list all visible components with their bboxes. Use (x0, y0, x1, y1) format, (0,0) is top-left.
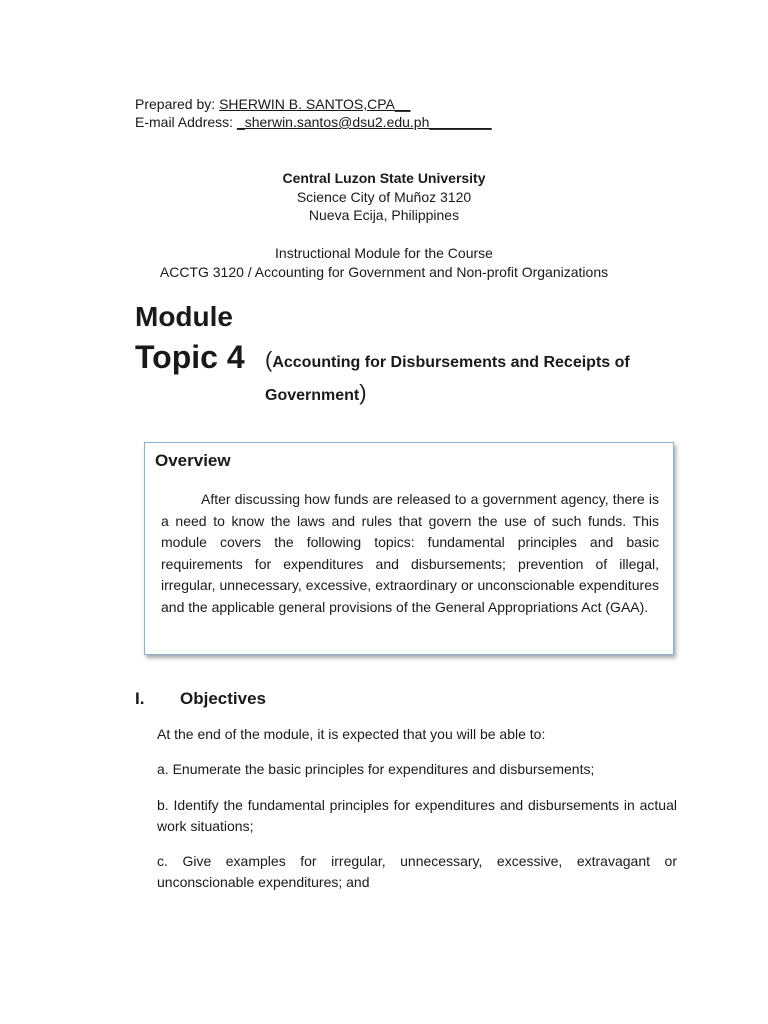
email-line (135, 113, 492, 131)
objectives-intro: At the end of the module, it is expected that you will be able to: (157, 726, 546, 742)
overview-box (144, 442, 674, 655)
section-number: I. (135, 689, 145, 708)
objective-item: c. Give examples for irregular, unnecessary, excessive, extravagant or unconscionable expenditures; and (157, 853, 677, 890)
university-name: Central Luzon State University (282, 170, 486, 186)
prepared-by-value: SHERWIN B. SANTOS,CPA__ (219, 96, 411, 112)
course-line-2: ACCTG 3120 / Accounting for Government and Non-profit Organizations (159, 264, 609, 280)
overview-heading: Overview (155, 451, 231, 470)
topic-subtitle: Accounting for Disbursements and Receipts of Government (265, 354, 630, 404)
module-label: Module (135, 301, 233, 332)
address-line-1: Science City of Muñoz 3120 (296, 189, 472, 205)
email-value: _sherwin.santos@dsu2.edu.ph________ (236, 114, 492, 130)
close-paren: ) (359, 380, 367, 405)
open-paren: ( (265, 347, 273, 372)
topic-heading (135, 337, 655, 405)
objective-item: a. Enumerate the basic principles for expenditures and disbursements; (157, 761, 595, 777)
address-line-2: Nueva Ecija, Philippines (308, 207, 460, 223)
prepared-by-line (135, 95, 492, 113)
topic-subtitle-block (265, 345, 655, 411)
prepared-by-label: Prepared by: (135, 96, 220, 112)
section-heading-objectives: Objectives (180, 689, 266, 708)
course-line-1: Instructional Module for the Course (275, 245, 493, 261)
topic-label: Topic 4 (135, 339, 245, 375)
prepared-by-block (135, 95, 492, 131)
overview-body: After discussing how funds are released to a government agency, there is a need to know the laws and rules that govern the use of such funds. This module covers the following topics: fundamental principles and basic requirements for expenditures and disbursements; prevention of illegal, irregular, unnecessary, excessive, extraordinary or unconscionable expenditures and the applicable general provisions of the General Appropriations Act (GAA). (161, 491, 659, 615)
objective-item: b. Identify the fundamental principles for expenditures and disbursements in actual work situations; (157, 797, 677, 834)
email-label: E-mail Address: (135, 114, 237, 130)
